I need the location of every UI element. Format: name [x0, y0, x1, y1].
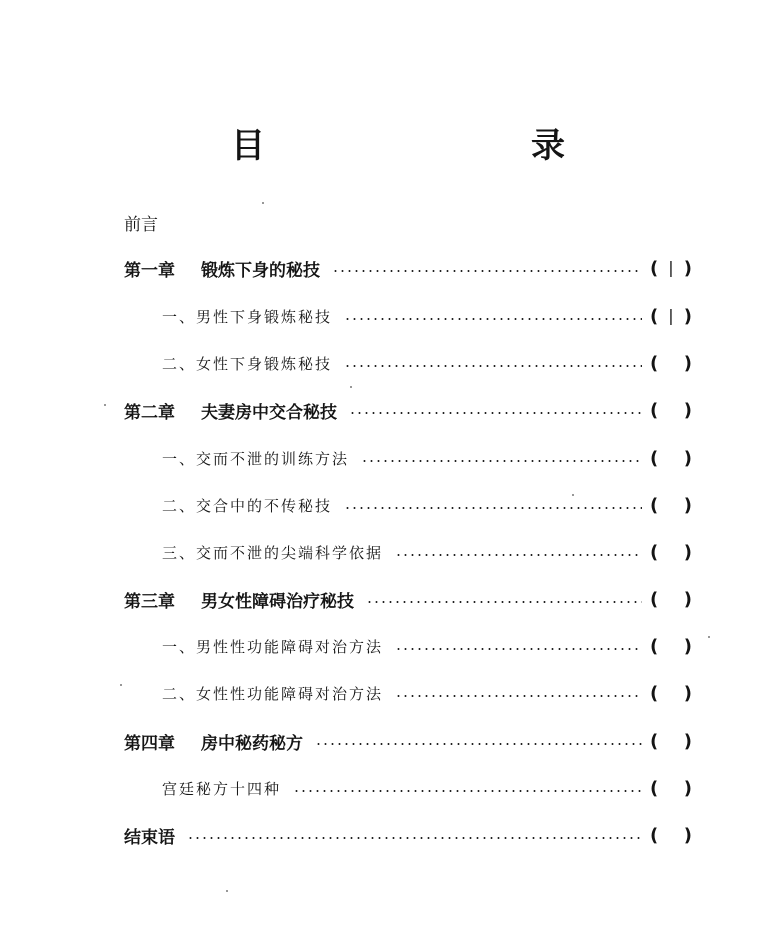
dot-leader [395, 554, 642, 556]
dot-leader [344, 318, 642, 320]
dot-leader [344, 365, 642, 367]
bracket-close: ) [683, 541, 692, 563]
page-reference [650, 636, 692, 657]
chapter-number: 第一章 [124, 260, 175, 281]
page-reference [650, 353, 692, 374]
page-reference [650, 589, 692, 610]
page-number: | [668, 257, 674, 277]
section-heading: 一、交而不泄的训练方法 [162, 449, 350, 468]
bracket-close: ) [683, 588, 692, 610]
page-reference [650, 306, 692, 327]
chapter-number: 结束语 [124, 827, 175, 848]
section-heading: 一、男性下身锻炼秘技 [162, 307, 333, 326]
page-reference [650, 495, 692, 516]
chapter-title: 房中秘药秘方 [201, 733, 303, 754]
chapter-title: 夫妻房中交合秘技 [201, 402, 337, 423]
dot-leader [315, 743, 642, 745]
dot-leader [293, 790, 642, 792]
toc-chapter-row[interactable] [124, 586, 692, 612]
section-heading: 二、女性性功能障碍对治方法 [162, 684, 384, 703]
page-title: 目 录 [231, 126, 631, 166]
section-heading: 三、交而不泄的尖端科学依据 [162, 543, 384, 562]
bracket-close: ) [683, 777, 692, 799]
dot-leader [361, 460, 642, 462]
dot-leader [332, 270, 642, 272]
bracket-close: ) [683, 305, 692, 327]
bracket-close: ) [683, 352, 692, 374]
toc-chapter-row[interactable] [124, 255, 692, 281]
bracket-close: ) [683, 635, 692, 657]
toc-preface[interactable]: 前言 [124, 215, 158, 235]
bracket-close: ) [683, 257, 692, 279]
bracket-open: ( [650, 588, 659, 610]
toc-section-row[interactable] [162, 492, 692, 518]
bracket-close: ) [683, 682, 692, 704]
bracket-open: ( [650, 257, 659, 279]
chapter-heading [124, 256, 320, 281]
chapter-heading [124, 398, 337, 423]
scan-speck [104, 404, 106, 406]
bracket-close: ) [683, 399, 692, 421]
bracket-close: ) [683, 824, 692, 846]
toc-section-row[interactable] [162, 633, 692, 659]
bracket-open: ( [650, 399, 659, 421]
dot-leader [366, 601, 642, 603]
toc-section-row[interactable] [162, 303, 692, 329]
toc-chapter-row[interactable] [124, 728, 692, 754]
bracket-open: ( [650, 494, 659, 516]
toc-section-row[interactable] [162, 680, 692, 706]
bracket-close: ) [683, 447, 692, 469]
section-heading: 二、女性下身锻炼秘技 [162, 354, 333, 373]
dot-leader [395, 648, 642, 650]
toc-section-row[interactable] [162, 350, 692, 376]
dot-leader [349, 412, 642, 414]
section-heading: 一、男性性功能障碍对治方法 [162, 637, 384, 656]
chapter-heading [124, 587, 354, 612]
page-reference [650, 778, 692, 799]
bracket-open: ( [650, 777, 659, 799]
scan-speck [572, 494, 574, 496]
bracket-close: ) [683, 494, 692, 516]
bracket-open: ( [650, 730, 659, 752]
section-heading: 宫廷秘方十四种 [162, 779, 282, 798]
scan-speck [226, 890, 228, 892]
chapter-heading [124, 823, 175, 848]
chapter-heading [124, 729, 303, 754]
bracket-open: ( [650, 824, 659, 846]
toc-chapter-row[interactable] [124, 397, 692, 423]
page-reference [650, 258, 692, 279]
scan-speck [262, 202, 264, 204]
toc-chapter-row[interactable] [124, 822, 692, 848]
page-reference [650, 683, 692, 704]
dot-leader [344, 507, 642, 509]
toc-section-row[interactable] [162, 539, 692, 565]
bracket-open: ( [650, 447, 659, 469]
chapter-number: 第三章 [124, 591, 175, 612]
page-reference [650, 731, 692, 752]
bracket-open: ( [650, 635, 659, 657]
page-number: | [668, 305, 674, 325]
scan-speck [120, 684, 122, 686]
section-heading: 二、交合中的不传秘技 [162, 496, 333, 515]
bracket-close: ) [683, 730, 692, 752]
page-reference [650, 825, 692, 846]
dot-leader [187, 837, 642, 839]
bracket-open: ( [650, 682, 659, 704]
scan-speck [350, 386, 352, 388]
bracket-open: ( [650, 541, 659, 563]
chapter-number: 第四章 [124, 733, 175, 754]
page-reference [650, 400, 692, 421]
chapter-title: 男女性障碍治疗秘技 [201, 591, 354, 612]
toc-section-row[interactable] [162, 775, 692, 801]
page-reference [650, 448, 692, 469]
bracket-open: ( [650, 352, 659, 374]
chapter-title: 锻炼下身的秘技 [201, 260, 320, 281]
bracket-open: ( [650, 305, 659, 327]
toc-section-row[interactable] [162, 445, 692, 471]
scan-speck [708, 636, 710, 638]
chapter-number: 第二章 [124, 402, 175, 423]
page-reference [650, 542, 692, 563]
dot-leader [395, 695, 642, 697]
